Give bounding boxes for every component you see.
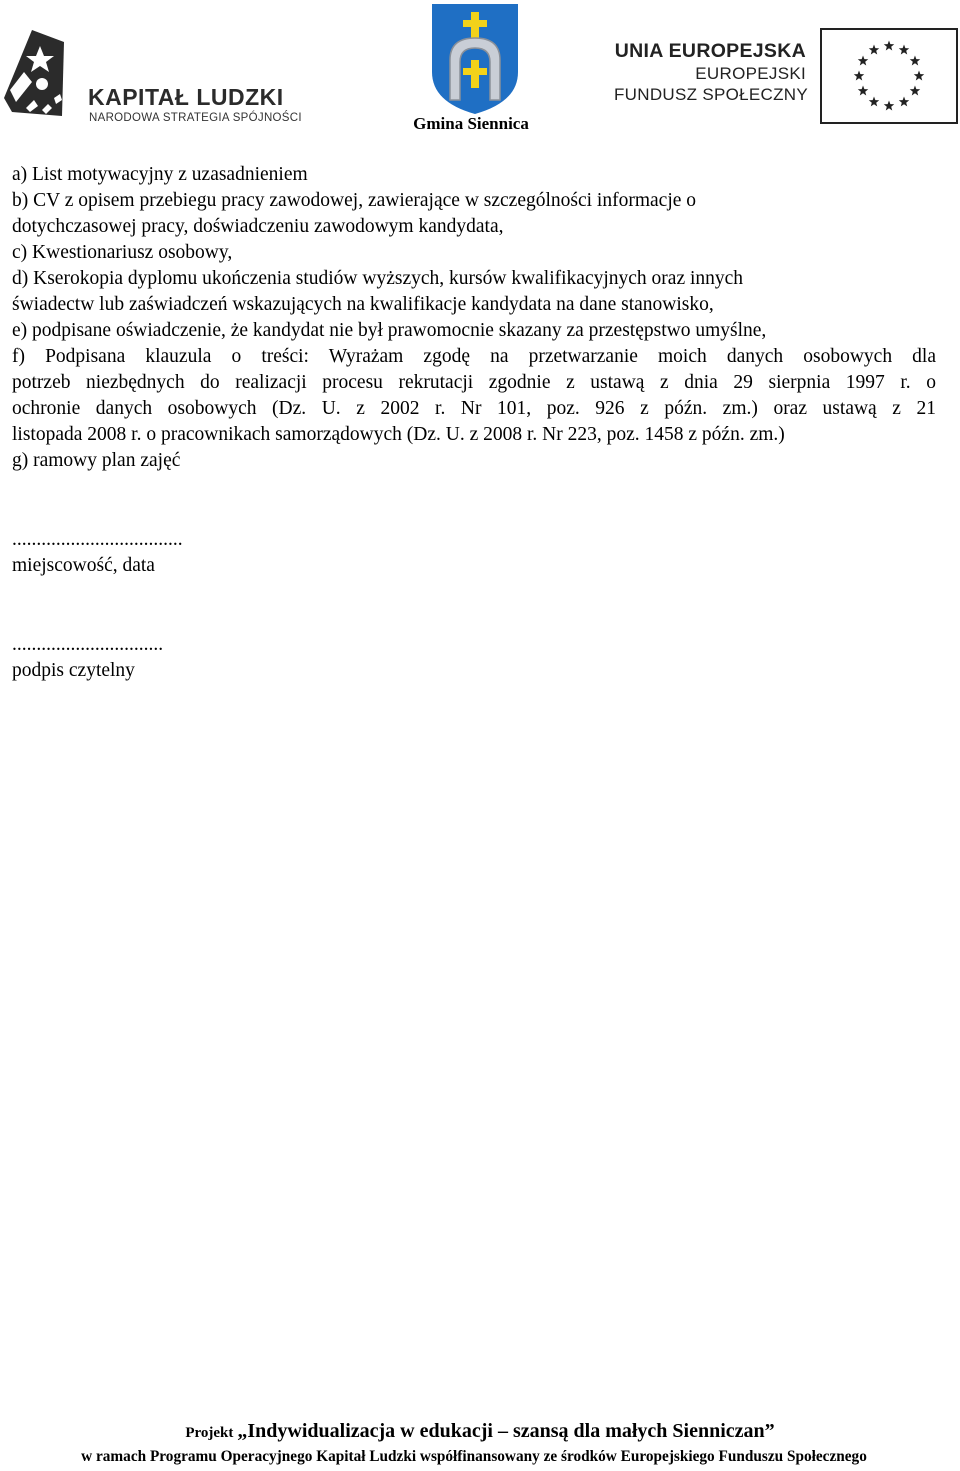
list-item-d-cont: świadectw lub zaświadczeń wskazujących na kwalifikacje kandydata na dane stanowisko, xyxy=(12,294,714,315)
signature-label: podpis czytelny xyxy=(12,660,135,681)
list-item-f: f) Podpisana klauzula o treści: Wyrażam zgodę na przetwarzanie moich danych osobowych dla xyxy=(12,346,936,367)
kapital-ludzki-logo xyxy=(2,28,302,124)
project-footer xyxy=(0,1420,960,1443)
eu-flag-icon xyxy=(820,28,958,124)
funding-note: w ramach Programu Operacyjnego Kapitał Ludzki współfinansowany ze środków Europejskiego Funduszu Społecznego xyxy=(81,1448,867,1465)
signature-block xyxy=(12,632,163,684)
kapital-ludzki-emblem-icon xyxy=(2,28,88,120)
list-item-b-cont: dotychczasowej pracy, doświadczeniu zawodowym kandydata, xyxy=(12,216,504,237)
place-date-dots: ................................... xyxy=(12,529,183,550)
project-title: „Indywidualizacja w edukacji – szansą dla małych Sienniczan” xyxy=(237,1420,775,1442)
requirements-list xyxy=(12,162,936,474)
list-item-f-cont-2: ochronie danych osobowych (Dz. U. z 2002 r. Nr 101, poz. 926 z późn. zm.) oraz ustawą z 21 xyxy=(12,398,936,419)
gmina-crest-icon xyxy=(430,2,520,116)
eu-line-1: UNIA EUROPEJSKA xyxy=(614,40,806,62)
list-item-f-cont-3: listopada 2008 r. o pracownikach samorządowych (Dz. U. z 2008 r. Nr 223, poz. 1458 z późn. zm.) xyxy=(12,424,785,445)
municipality-caption: Gmina Siennica xyxy=(413,114,529,133)
kapital-ludzki-subtitle: NARODOWA STRATEGIA SPÓJNOŚCI xyxy=(89,112,302,124)
list-item-g: g) ramowy plan zajęć xyxy=(12,450,181,471)
list-item-c: c) Kwestionariusz osobowy, xyxy=(12,242,233,263)
signature-dots: ............................... xyxy=(12,634,164,655)
kapital-ludzki-title: KAPITAŁ LUDZKI xyxy=(88,84,284,110)
list-item-d: d) Kserokopia dyplomu ukończenia studiów wyższych, kursów kwalifikacyjnych oraz innych xyxy=(12,268,744,289)
list-item-b: b) CV z opisem przebiegu pracy zawodowej, zawierające w szczególności informacje o xyxy=(12,190,697,211)
place-date-block xyxy=(12,527,183,579)
project-prefix: Projekt xyxy=(185,1425,234,1441)
list-item-f-cont-1: potrzeb niezbędnych do realizacji procesu rekrutacji zgodnie z ustawą z dnia 29 sierpnia 1997 r. o xyxy=(12,372,936,393)
eu-logo-text xyxy=(614,40,809,105)
place-date-label: miejscowość, data xyxy=(12,555,155,576)
eu-line-2: EUROPEJSKI xyxy=(695,64,806,83)
list-item-a: a) List motywacyjny z uzasadnieniem xyxy=(12,164,308,185)
eu-line-3: FUNDUSZ SPOŁECZNY xyxy=(614,85,809,104)
list-item-e: e) podpisane oświadczenie, że kandydat nie był prawomocnie skazany za przestępstwo umyślne, xyxy=(12,320,767,341)
